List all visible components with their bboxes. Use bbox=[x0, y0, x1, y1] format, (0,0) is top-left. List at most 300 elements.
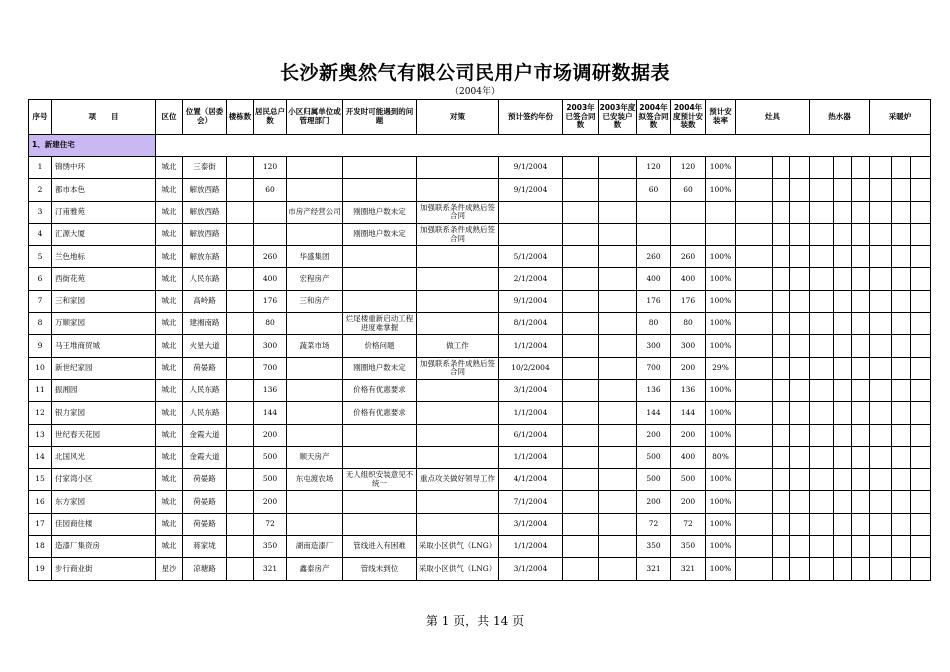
cell-area: 城北 bbox=[156, 536, 183, 558]
cell-signed-2003 bbox=[563, 469, 599, 491]
header-signed-2003: 2003年已签合同数 bbox=[563, 100, 599, 135]
cell-contract-2004: 120 bbox=[637, 157, 671, 179]
cell-install-2004: 144 bbox=[671, 402, 706, 424]
cell-appliance bbox=[911, 536, 931, 558]
cell-rate: 100% bbox=[706, 402, 736, 424]
cell-contract-2004: 72 bbox=[637, 513, 671, 535]
cell-area: 城北 bbox=[156, 402, 183, 424]
cell-rate: 100% bbox=[706, 290, 736, 312]
cell-rate: 100% bbox=[706, 536, 736, 558]
page-footer: 第 1 页，共 14 页 bbox=[425, 614, 525, 628]
cell-location: 人民东路 bbox=[183, 379, 227, 401]
cell-appliance bbox=[834, 469, 852, 491]
cell-rate: 100% bbox=[706, 268, 736, 290]
cell-appliance bbox=[790, 491, 810, 513]
table-row bbox=[29, 223, 931, 245]
cell-appliance bbox=[911, 558, 931, 580]
cell-location: 解放西路 bbox=[183, 179, 227, 201]
cell-appliance bbox=[773, 335, 790, 357]
cell-appliance bbox=[810, 469, 834, 491]
cell-rate: 100% bbox=[706, 157, 736, 179]
cell-location: 解放西路 bbox=[183, 223, 227, 245]
cell-measures bbox=[417, 290, 499, 312]
cell-seq: 6 bbox=[29, 268, 52, 290]
cell-appliance bbox=[834, 357, 852, 379]
header-item: 项 目 bbox=[52, 100, 156, 135]
cell-appliance bbox=[911, 157, 931, 179]
cell-appliance bbox=[870, 223, 892, 245]
cell-buildings bbox=[227, 201, 254, 223]
cell-appliance bbox=[773, 558, 790, 580]
cell-owner bbox=[287, 357, 343, 379]
cell-appliance bbox=[790, 313, 810, 335]
cell-signed-2003 bbox=[563, 223, 599, 245]
cell-appliance bbox=[810, 379, 834, 401]
cell-install-2004: 500 bbox=[671, 469, 706, 491]
cell-buildings bbox=[227, 379, 254, 401]
cell-sign-date: 3/1/2004 bbox=[499, 558, 563, 580]
cell-area: 城北 bbox=[156, 335, 183, 357]
cell-households: 300 bbox=[254, 335, 287, 357]
cell-appliance bbox=[892, 313, 911, 335]
cell-area: 城北 bbox=[156, 424, 183, 446]
cell-problems bbox=[343, 513, 417, 535]
cell-install-2004: 60 bbox=[671, 179, 706, 201]
cell-installed-2003 bbox=[599, 357, 637, 379]
cell-appliance bbox=[870, 379, 892, 401]
cell-seq: 15 bbox=[29, 469, 52, 491]
cell-appliance bbox=[852, 223, 870, 245]
cell-owner bbox=[287, 223, 343, 245]
cell-appliance bbox=[852, 379, 870, 401]
cell-name: 造漆厂集资房 bbox=[52, 536, 156, 558]
cell-appliance bbox=[773, 201, 790, 223]
cell-name: 汀甫雅苑 bbox=[52, 201, 156, 223]
cell-appliance bbox=[852, 201, 870, 223]
cell-contract-2004: 260 bbox=[637, 246, 671, 268]
cell-contract-2004: 200 bbox=[637, 491, 671, 513]
cell-installed-2003 bbox=[599, 179, 637, 201]
cell-appliance bbox=[892, 469, 911, 491]
table-row bbox=[29, 536, 931, 558]
cell-appliance bbox=[892, 157, 911, 179]
cell-area: 城北 bbox=[156, 246, 183, 268]
table-row bbox=[29, 290, 931, 312]
table-row bbox=[29, 246, 931, 268]
cell-rate bbox=[706, 201, 736, 223]
cell-rate: 100% bbox=[706, 513, 736, 535]
cell-name: 兰色地标 bbox=[52, 246, 156, 268]
cell-seq: 5 bbox=[29, 246, 52, 268]
cell-problems bbox=[343, 424, 417, 446]
cell-installed-2003 bbox=[599, 246, 637, 268]
cell-seq: 19 bbox=[29, 558, 52, 580]
cell-sign-date: 4/1/2004 bbox=[499, 469, 563, 491]
cell-households: 400 bbox=[254, 268, 287, 290]
cell-seq: 9 bbox=[29, 335, 52, 357]
section-row bbox=[29, 135, 931, 157]
cell-area: 城北 bbox=[156, 491, 183, 513]
cell-sign-date: 9/1/2004 bbox=[499, 157, 563, 179]
cell-contract-2004 bbox=[637, 201, 671, 223]
cell-sign-date: 3/1/2004 bbox=[499, 513, 563, 535]
cell-buildings bbox=[227, 491, 254, 513]
cell-buildings bbox=[227, 246, 254, 268]
cell-installed-2003 bbox=[599, 424, 637, 446]
cell-appliance bbox=[834, 157, 852, 179]
cell-appliance bbox=[834, 246, 852, 268]
cell-sign-date: 5/1/2004 bbox=[499, 246, 563, 268]
cell-problems: 刚圈地户数未定 bbox=[343, 357, 417, 379]
cell-name: 世纪春天花园 bbox=[52, 424, 156, 446]
cell-appliance bbox=[892, 201, 911, 223]
cell-contract-2004: 700 bbox=[637, 357, 671, 379]
cell-name: 佳园商住楼 bbox=[52, 513, 156, 535]
cell-buildings bbox=[227, 290, 254, 312]
cell-appliance bbox=[834, 179, 852, 201]
cell-sign-date: 6/1/2004 bbox=[499, 424, 563, 446]
cell-seq: 13 bbox=[29, 424, 52, 446]
cell-install-2004: 72 bbox=[671, 513, 706, 535]
cell-install-2004 bbox=[671, 201, 706, 223]
cell-appliance bbox=[736, 246, 773, 268]
cell-location: 人民东路 bbox=[183, 268, 227, 290]
cell-rate: 29% bbox=[706, 357, 736, 379]
cell-name: 银力家园 bbox=[52, 402, 156, 424]
cell-contract-2004: 144 bbox=[637, 402, 671, 424]
cell-appliance bbox=[892, 290, 911, 312]
cell-appliance bbox=[790, 268, 810, 290]
cell-rate: 100% bbox=[706, 179, 736, 201]
cell-measures bbox=[417, 157, 499, 179]
table-row bbox=[29, 469, 931, 491]
cell-buildings bbox=[227, 402, 254, 424]
cell-contract-2004: 136 bbox=[637, 379, 671, 401]
cell-appliance bbox=[870, 290, 892, 312]
cell-appliance bbox=[736, 335, 773, 357]
header-location: 位置（居委会） bbox=[183, 100, 227, 135]
cell-seq: 18 bbox=[29, 536, 52, 558]
cell-appliance bbox=[810, 179, 834, 201]
cell-appliance bbox=[736, 446, 773, 468]
cell-seq: 14 bbox=[29, 446, 52, 468]
cell-appliance bbox=[773, 491, 790, 513]
cell-install-2004: 300 bbox=[671, 335, 706, 357]
cell-rate: 100% bbox=[706, 558, 736, 580]
cell-households bbox=[254, 201, 287, 223]
cell-owner: 蔬菜市场 bbox=[287, 335, 343, 357]
table-row bbox=[29, 268, 931, 290]
section-label: 1、新建住宅 bbox=[29, 135, 156, 157]
cell-appliance bbox=[870, 313, 892, 335]
cell-location: 金霞大道 bbox=[183, 446, 227, 468]
cell-appliance bbox=[810, 446, 834, 468]
cell-problems: 价格有优惠要求 bbox=[343, 379, 417, 401]
cell-measures bbox=[417, 402, 499, 424]
cell-appliance bbox=[834, 491, 852, 513]
cell-appliance bbox=[911, 290, 931, 312]
cell-area: 城北 bbox=[156, 446, 183, 468]
cell-area: 城北 bbox=[156, 357, 183, 379]
cell-rate: 100% bbox=[706, 246, 736, 268]
cell-problems bbox=[343, 157, 417, 179]
cell-area: 城北 bbox=[156, 268, 183, 290]
cell-households: 144 bbox=[254, 402, 287, 424]
cell-appliance bbox=[870, 179, 892, 201]
cell-appliance bbox=[736, 268, 773, 290]
cell-buildings bbox=[227, 179, 254, 201]
cell-problems bbox=[343, 179, 417, 201]
table-row bbox=[29, 335, 931, 357]
cell-appliance bbox=[834, 446, 852, 468]
cell-area: 城北 bbox=[156, 313, 183, 335]
cell-appliance bbox=[911, 223, 931, 245]
cell-location: 解放东路 bbox=[183, 246, 227, 268]
cell-appliance bbox=[852, 469, 870, 491]
cell-appliance bbox=[790, 402, 810, 424]
table-row bbox=[29, 357, 931, 379]
cell-appliance bbox=[834, 513, 852, 535]
cell-location: 金霞大道 bbox=[183, 424, 227, 446]
cell-signed-2003 bbox=[563, 513, 599, 535]
cell-appliance bbox=[773, 379, 790, 401]
cell-appliance bbox=[790, 223, 810, 245]
cell-signed-2003 bbox=[563, 379, 599, 401]
cell-households: 72 bbox=[254, 513, 287, 535]
cell-area: 城北 bbox=[156, 201, 183, 223]
cell-measures: 加强联系条件成熟后签合同 bbox=[417, 201, 499, 223]
header-buildings: 楼栋数 bbox=[227, 100, 254, 135]
cell-appliance bbox=[810, 424, 834, 446]
cell-contract-2004: 321 bbox=[637, 558, 671, 580]
header-row bbox=[29, 100, 931, 135]
cell-appliance bbox=[834, 536, 852, 558]
cell-households bbox=[254, 223, 287, 245]
cell-households: 260 bbox=[254, 246, 287, 268]
cell-location: 高岭路 bbox=[183, 290, 227, 312]
cell-installed-2003 bbox=[599, 290, 637, 312]
cell-location: 凉塘路 bbox=[183, 558, 227, 580]
cell-area: 城北 bbox=[156, 469, 183, 491]
cell-appliance bbox=[911, 469, 931, 491]
cell-appliance bbox=[870, 357, 892, 379]
cell-appliance bbox=[911, 491, 931, 513]
cell-appliance bbox=[911, 357, 931, 379]
cell-seq: 10 bbox=[29, 357, 52, 379]
cell-area: 城北 bbox=[156, 513, 183, 535]
cell-sign-date: 2/1/2004 bbox=[499, 268, 563, 290]
cell-appliance bbox=[790, 469, 810, 491]
cell-appliance bbox=[892, 179, 911, 201]
cell-name: 都市本色 bbox=[52, 179, 156, 201]
cell-appliance bbox=[790, 558, 810, 580]
cell-sign-date: 3/1/2004 bbox=[499, 379, 563, 401]
cell-appliance bbox=[773, 179, 790, 201]
cell-appliance bbox=[736, 558, 773, 580]
cell-install-2004: 200 bbox=[671, 491, 706, 513]
cell-appliance bbox=[773, 313, 790, 335]
cell-appliance bbox=[773, 424, 790, 446]
cell-install-2004: 400 bbox=[671, 268, 706, 290]
cell-problems bbox=[343, 268, 417, 290]
cell-owner bbox=[287, 424, 343, 446]
cell-name: 三和家园 bbox=[52, 290, 156, 312]
cell-appliance bbox=[810, 536, 834, 558]
cell-contract-2004 bbox=[637, 223, 671, 245]
cell-appliance bbox=[790, 335, 810, 357]
cell-signed-2003 bbox=[563, 179, 599, 201]
header-measures: 对策 bbox=[417, 100, 499, 135]
cell-appliance bbox=[736, 357, 773, 379]
cell-signed-2003 bbox=[563, 157, 599, 179]
cell-appliance bbox=[892, 268, 911, 290]
cell-location: 荷晏路 bbox=[183, 357, 227, 379]
table-row bbox=[29, 157, 931, 179]
cell-measures bbox=[417, 379, 499, 401]
cell-households: 200 bbox=[254, 491, 287, 513]
cell-problems: 刚圈地户数未定 bbox=[343, 223, 417, 245]
cell-appliance bbox=[911, 402, 931, 424]
cell-appliance bbox=[773, 513, 790, 535]
cell-appliance bbox=[834, 268, 852, 290]
cell-installed-2003 bbox=[599, 446, 637, 468]
cell-name: 汇源大厦 bbox=[52, 223, 156, 245]
header-owner: 小区归属单位或管理部门 bbox=[287, 100, 343, 135]
cell-appliance bbox=[834, 424, 852, 446]
cell-owner: 鑫泰房产 bbox=[287, 558, 343, 580]
cell-rate: 100% bbox=[706, 469, 736, 491]
cell-appliance bbox=[773, 469, 790, 491]
table-row bbox=[29, 379, 931, 401]
table-row bbox=[29, 201, 931, 223]
cell-location: 荷晏路 bbox=[183, 469, 227, 491]
cell-install-2004: 200 bbox=[671, 424, 706, 446]
cell-appliance bbox=[736, 201, 773, 223]
cell-appliance bbox=[911, 179, 931, 201]
cell-households: 500 bbox=[254, 446, 287, 468]
cell-buildings bbox=[227, 357, 254, 379]
cell-rate: 80% bbox=[706, 446, 736, 468]
cell-households: 120 bbox=[254, 157, 287, 179]
cell-installed-2003 bbox=[599, 513, 637, 535]
cell-buildings bbox=[227, 424, 254, 446]
table-row bbox=[29, 558, 931, 580]
cell-appliance bbox=[810, 513, 834, 535]
cell-seq: 11 bbox=[29, 379, 52, 401]
cell-households: 700 bbox=[254, 357, 287, 379]
cell-seq: 8 bbox=[29, 313, 52, 335]
cell-appliance bbox=[736, 402, 773, 424]
table-row bbox=[29, 491, 931, 513]
cell-appliance bbox=[870, 491, 892, 513]
cell-location: 荷晏路 bbox=[183, 491, 227, 513]
cell-seq: 3 bbox=[29, 201, 52, 223]
cell-appliance bbox=[852, 424, 870, 446]
cell-contract-2004: 500 bbox=[637, 469, 671, 491]
cell-appliance bbox=[870, 424, 892, 446]
cell-signed-2003 bbox=[563, 491, 599, 513]
cell-appliance bbox=[870, 246, 892, 268]
cell-signed-2003 bbox=[563, 558, 599, 580]
cell-appliance bbox=[892, 246, 911, 268]
header-area: 区位 bbox=[156, 100, 183, 135]
cell-name: 万顺家园 bbox=[52, 313, 156, 335]
cell-area: 城北 bbox=[156, 223, 183, 245]
cell-appliance bbox=[852, 513, 870, 535]
cell-install-2004: 350 bbox=[671, 536, 706, 558]
cell-problems: 管线未到位 bbox=[343, 558, 417, 580]
cell-measures: 做工作 bbox=[417, 335, 499, 357]
header-rate: 预计安装率 bbox=[706, 100, 736, 135]
cell-owner: 顺天房产 bbox=[287, 446, 343, 468]
cell-owner bbox=[287, 379, 343, 401]
cell-households: 200 bbox=[254, 424, 287, 446]
cell-area: 城北 bbox=[156, 290, 183, 312]
cell-measures: 采取小区供气（LNG） bbox=[417, 536, 499, 558]
cell-seq: 17 bbox=[29, 513, 52, 535]
cell-appliance bbox=[911, 379, 931, 401]
cell-appliance bbox=[892, 558, 911, 580]
cell-signed-2003 bbox=[563, 402, 599, 424]
cell-appliance bbox=[736, 157, 773, 179]
header-households: 居民总户数 bbox=[254, 100, 287, 135]
header-heating: 采暖炉 bbox=[870, 100, 931, 135]
cell-appliance bbox=[736, 290, 773, 312]
cell-rate: 100% bbox=[706, 491, 736, 513]
cell-signed-2003 bbox=[563, 313, 599, 335]
cell-appliance bbox=[892, 536, 911, 558]
cell-appliance bbox=[736, 491, 773, 513]
cell-appliance bbox=[790, 536, 810, 558]
cell-appliance bbox=[911, 268, 931, 290]
cell-appliance bbox=[870, 335, 892, 357]
cell-seq: 1 bbox=[29, 157, 52, 179]
cell-appliance bbox=[852, 268, 870, 290]
cell-appliance bbox=[870, 268, 892, 290]
cell-appliance bbox=[810, 223, 834, 245]
cell-contract-2004: 300 bbox=[637, 335, 671, 357]
cell-appliance bbox=[810, 491, 834, 513]
cell-measures: 采取小区供气（LNG） bbox=[417, 558, 499, 580]
cell-owner: 宏程房产 bbox=[287, 268, 343, 290]
cell-measures bbox=[417, 246, 499, 268]
cell-appliance bbox=[892, 491, 911, 513]
cell-appliance bbox=[852, 558, 870, 580]
cell-seq: 7 bbox=[29, 290, 52, 312]
cell-measures bbox=[417, 268, 499, 290]
cell-appliance bbox=[892, 379, 911, 401]
cell-appliance bbox=[852, 290, 870, 312]
cell-appliance bbox=[773, 290, 790, 312]
cell-owner: 湖南造漆厂 bbox=[287, 536, 343, 558]
cell-sign-date: 10/2/2004 bbox=[499, 357, 563, 379]
page-subtitle: （2004年） bbox=[450, 87, 500, 97]
cell-sign-date: 7/1/2004 bbox=[499, 491, 563, 513]
cell-problems: 管线进入有困难 bbox=[343, 536, 417, 558]
cell-appliance bbox=[790, 246, 810, 268]
cell-buildings bbox=[227, 313, 254, 335]
cell-appliance bbox=[773, 246, 790, 268]
cell-name: 振湘园 bbox=[52, 379, 156, 401]
cell-owner bbox=[287, 179, 343, 201]
cell-appliance bbox=[773, 402, 790, 424]
cell-appliance bbox=[790, 424, 810, 446]
cell-area: 城北 bbox=[156, 179, 183, 201]
cell-measures: 重点攻关做好领导工作 bbox=[417, 469, 499, 491]
cell-location: 荷晏路 bbox=[183, 513, 227, 535]
cell-installed-2003 bbox=[599, 201, 637, 223]
cell-install-2004: 136 bbox=[671, 379, 706, 401]
